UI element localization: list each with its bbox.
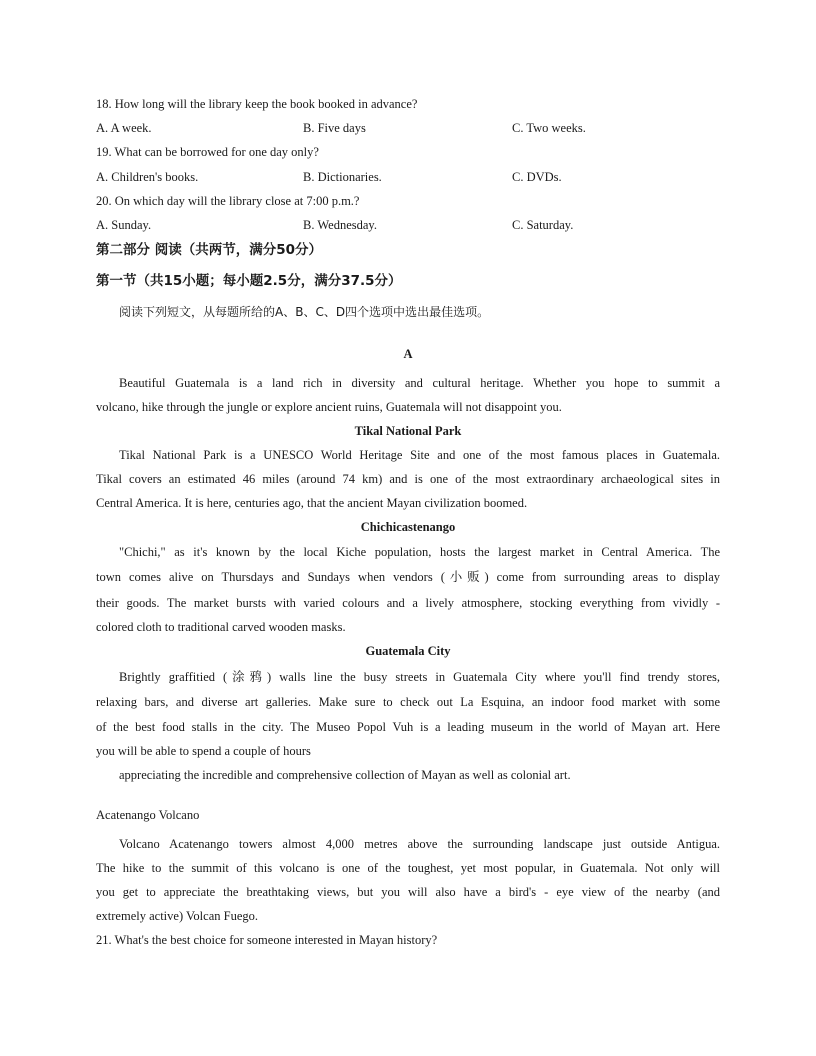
heading-guatemala-city: Guatemala City: [365, 644, 451, 658]
city-line-4: you will be able to spend a couple of hours: [96, 744, 311, 758]
option-18-c: C. Two weeks.: [512, 121, 586, 135]
city-line-5: appreciating the incredible and comprehensive collection of Mayan as well as colonial art.: [119, 768, 571, 782]
chichi-line-2: town comes alive on Thursdays and Sundays when vendors (小贩) come from surrounding areas to display: [96, 570, 720, 584]
question-20: 20. On which day will the library close at 7:00 p.m.?: [96, 194, 360, 208]
question-18: 18. How long will the library keep the book booked in advance?: [96, 97, 418, 111]
option-19-a: A. Children's books.: [96, 170, 199, 184]
volcano-line-3: you get to appreciate the breathtaking views, but you will also have a bird's - eye view of the nearby (and: [96, 885, 720, 899]
city-line-3: of the best food stalls in the city. The Museo Popol Vuh is a leading museum in the world of Mayan art. Here: [96, 720, 720, 734]
tikal-line-1: Tikal National Park is a UNESCO World Heritage Site and one of the most famous places in Guatemala.: [119, 448, 720, 462]
city-line-1: Brightly graffitied (涂鸦) walls line the busy streets in Guatemala City where you'll find trendy stores,: [119, 670, 720, 684]
option-19-b: B. Dictionaries.: [303, 170, 382, 184]
option-20-b: B. Wednesday.: [303, 218, 377, 232]
intro-line-2: volcano, hike through the jungle or explore ancient ruins, Guatemala will not disappoint you.: [96, 400, 562, 414]
heading-acatenango: Acatenango Volcano: [96, 808, 200, 822]
volcano-line-2: The hike to the summit of this volcano is one of the toughest, yet most popular, in Guatemala. Not only will: [96, 861, 720, 875]
option-19-c: C. DVDs.: [512, 170, 562, 184]
city-line-2: relaxing bars, and diverse art galleries. Make sure to check out La Esquina, an indoor food market with some: [96, 695, 720, 709]
option-20-c: C. Saturday.: [512, 218, 574, 232]
intro-line-1: Beautiful Guatemala is a land rich in diversity and cultural heritage. Whether you hope to summit a: [119, 376, 720, 390]
part-title: 第二部分 阅读（共两节，满分50分）: [96, 242, 322, 258]
question-19: 19. What can be borrowed for one day only?: [96, 145, 319, 159]
instruction: 阅读下列短文，从每题所给的A、B、C、D四个选项中选出最佳选项。: [119, 305, 490, 319]
heading-tikal: Tikal National Park: [354, 424, 462, 438]
tikal-line-2: Tikal covers an estimated 46 miles (around 74 km) and is one of the most extraordinary archaeological sites in: [96, 472, 720, 486]
volcano-line-4: extremely active) Volcan Fuego.: [96, 909, 258, 923]
option-18-a: A. A week.: [96, 121, 152, 135]
chichi-line-1: "Chichi," as it's known by the local Kiche population, hosts the largest market in Central America. The: [119, 545, 720, 559]
passage-label: A: [403, 347, 413, 361]
tikal-line-3: Central America. It is here, centuries ago, that the ancient Mayan civilization boomed.: [96, 496, 528, 510]
section-title: 第一节（共15小题；每小题2.5分，满分37.5分）: [96, 273, 402, 289]
volcano-line-1: Volcano Acatenango towers almost 4,000 metres above the surrounding landscape just outside Antigua.: [119, 837, 720, 851]
chichi-line-4: colored cloth to traditional carved wooden masks.: [96, 620, 346, 634]
option-20-a: A. Sunday.: [96, 218, 152, 232]
option-18-b: B. Five days: [303, 121, 366, 135]
heading-chichicastenango: Chichicastenango: [360, 520, 456, 534]
chichi-line-3: their goods. The market bursts with varied colours and a lively atmosphere, stocking everything from vividly -: [96, 596, 720, 610]
question-21: 21. What's the best choice for someone interested in Mayan history?: [96, 933, 438, 947]
